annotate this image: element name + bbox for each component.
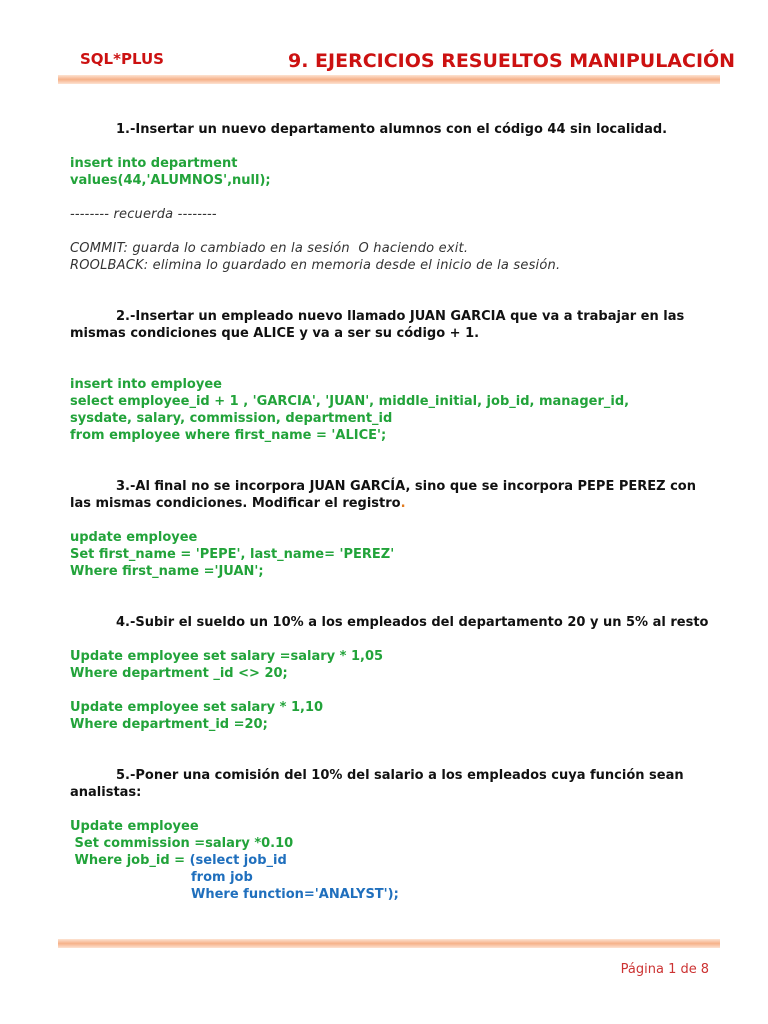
- exercise-3-code: [70, 529, 710, 580]
- code-line-with-subquery: [70, 852, 710, 869]
- reminder-notes: [70, 240, 710, 274]
- exercise-1-title: 1.-Insertar un nuevo departamento alumnos con el código 44 sin localidad.: [116, 122, 668, 137]
- document-body: [70, 121, 710, 903]
- reminder-title: -------- recuerda --------: [70, 207, 217, 222]
- page-label: Página 1 de: [620, 962, 697, 977]
- subquery-line: Where function='ANALYST');: [191, 887, 399, 902]
- code-line: Where department_id =20;: [70, 717, 268, 732]
- footer-divider: [58, 939, 720, 948]
- exercise-1-code: [70, 155, 710, 189]
- header-divider: [58, 75, 720, 84]
- code-line: Update employee: [70, 819, 199, 834]
- page-number: [617, 962, 709, 977]
- code-line: Update employee set salary =salary * 1,05: [70, 649, 384, 664]
- code-line: from employee where first_name = 'ALICE';: [70, 428, 387, 443]
- code-line: update employee: [70, 530, 198, 545]
- code-line: insert into employee: [70, 377, 222, 392]
- header-right-title: 9. EJERCICIOS RESUELTOS MANIPULACIÓN: [288, 50, 736, 72]
- exercise-4-title: 4.-Subir el sueldo un 10% a los empleados del departamento 20 y un 5% al resto: [116, 615, 709, 630]
- exercise-2-code: [70, 376, 710, 444]
- reminder-line: COMMIT: guarda lo cambiado en la sesión O haciendo exit.: [70, 241, 469, 256]
- code-line: Update employee set salary * 1,10: [70, 700, 324, 715]
- reminder-line: ROOLBACK: elimina lo guardado en memoria desde el inicio de la sesión.: [70, 258, 561, 273]
- code-line: values(44,'ALUMNOS',null);: [70, 173, 271, 188]
- code-line: Set commission =salary *0.10: [70, 836, 294, 851]
- subquery-line: (select job_id: [189, 853, 287, 868]
- code-line: select employee_id + 1 , 'GARCIA', 'JUAN', middle_initial, job_id, manager_id,: [70, 394, 630, 409]
- exercise-2-title: 2.-Insertar un empleado nuevo llamado JUAN GARCIA que va a trabajar en las mismas condiciones que ALICE y va a ser su código + 1.: [70, 309, 685, 341]
- header-left-title: SQL*PLUS: [80, 50, 164, 68]
- code-line: sysdate, salary, commission, department_id: [70, 411, 393, 426]
- exercise-3-title-text: 3.-Al final no se incorpora JUAN GARCÍA, sino que se incorpora PEPE PEREZ con las mismas condiciones. Modificar el registro: [70, 479, 696, 511]
- code-line: insert into department: [70, 156, 238, 171]
- exercise-3-title-end: .: [400, 496, 406, 511]
- exercise-5-title: 5.-Poner una comisión del 10% del salario a los empleados cuya función sean analistas:: [70, 768, 684, 800]
- code-fragment: Where job_id =: [70, 853, 190, 868]
- code-line: Where department _id <> 20;: [70, 666, 288, 681]
- subquery-line: from job: [191, 870, 253, 885]
- exercise-3-title: [70, 478, 710, 512]
- exercise-5-code: [70, 818, 710, 903]
- page-total: 8: [700, 962, 709, 977]
- exercise-4-code-b: [70, 699, 710, 733]
- code-line: Where first_name ='JUAN';: [70, 564, 264, 579]
- exercise-4-code-a: [70, 648, 710, 682]
- code-line: Set first_name = 'PEPE', last_name= 'PEREZ': [70, 547, 395, 562]
